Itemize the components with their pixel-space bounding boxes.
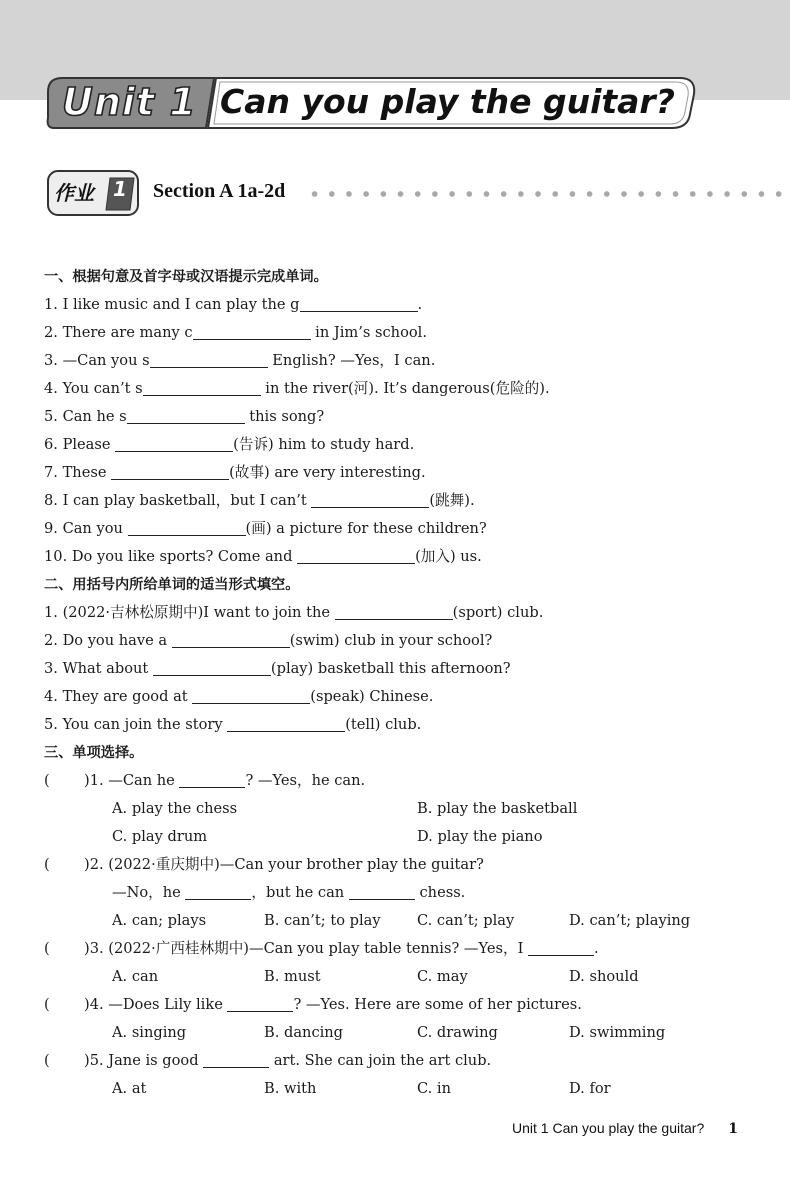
unit-badge: Unit 1 xyxy=(62,80,197,124)
mc-question-1: ( )1. —Can he ? —Yes，he can. xyxy=(44,767,744,795)
answer-blank[interactable] xyxy=(528,939,594,956)
answer-blank[interactable] xyxy=(153,659,271,676)
option-a[interactable]: A. singing xyxy=(112,1024,187,1041)
answer-blank[interactable] xyxy=(193,323,311,340)
answer-paren[interactable]: ( xyxy=(44,856,50,873)
part1-item-3: 3. —Can you s English? —Yes，I can. xyxy=(44,352,436,369)
option-c[interactable]: C. in xyxy=(417,1080,451,1097)
part2-heading: 二、用括号内所给单词的适当形式填空。 xyxy=(44,577,300,593)
part1-item-6: 6. Please (告诉) him to study hard. xyxy=(44,436,415,453)
answer-blank[interactable] xyxy=(115,435,233,452)
section-title: Section A 1a-2d xyxy=(153,180,286,202)
option-d[interactable]: D. should xyxy=(569,968,639,985)
option-d[interactable]: D. can’t; playing xyxy=(569,912,691,929)
option-b[interactable]: B. can’t; to play xyxy=(264,912,381,929)
option-a[interactable]: A. can; plays xyxy=(112,912,207,929)
option-c[interactable]: C. drawing xyxy=(417,1024,498,1041)
homework-label: 作业 xyxy=(54,181,94,205)
part2-item-3: 3. What about (play) basketball this afternoon? xyxy=(44,660,511,677)
mc-options-row xyxy=(44,1075,744,1103)
option-b[interactable]: B. dancing xyxy=(264,1024,344,1041)
unit-banner xyxy=(44,74,698,132)
part1-item-4: 4. You can’t s in the river(河). It’s dangerous(危险的). xyxy=(44,380,550,397)
dotted-divider xyxy=(306,190,790,198)
option-a[interactable]: A. can xyxy=(112,968,159,985)
homework-number: 1 xyxy=(113,177,127,201)
mc-question-2: ( )2. (2022·重庆期中)—Can your brother play the guitar? xyxy=(44,851,744,879)
part1-item-10: 10. Do you like sports? Come and (加入) us. xyxy=(44,548,482,565)
mc-options-row xyxy=(44,1019,744,1047)
option-c[interactable]: C. may xyxy=(417,968,468,985)
answer-paren[interactable]: ( xyxy=(44,996,50,1013)
option-c[interactable]: C. play drum xyxy=(112,828,208,845)
answer-blank[interactable] xyxy=(300,295,418,312)
mc-question-3: ( )3. (2022·广西桂林期中)—Can you play table tennis? —Yes，I . xyxy=(44,935,744,963)
unit-title: Can you play the guitar? xyxy=(220,82,675,121)
option-c[interactable]: C. can’t; play xyxy=(417,912,515,929)
part1-item-2: 2. There are many c in Jim’s school. xyxy=(44,324,427,341)
answer-blank[interactable] xyxy=(349,883,415,900)
mc-question-2-line2: —No，he ，but he can chess. xyxy=(112,884,466,901)
answer-blank[interactable] xyxy=(150,351,268,368)
mc-question-5: ( )5. Jane is good art. She can join the art club. xyxy=(44,1047,744,1075)
option-b[interactable]: B. play the basketball xyxy=(417,800,578,817)
part1-item-1: 1. I like music and I can play the g . xyxy=(44,296,423,313)
answer-blank[interactable] xyxy=(297,547,415,564)
part3-heading: 三、单项选择。 xyxy=(44,745,144,761)
answer-blank[interactable] xyxy=(143,379,261,396)
option-a[interactable]: A. at xyxy=(112,1080,147,1097)
mc-options-row xyxy=(44,963,744,991)
part2-item-2: 2. Do you have a (swim) club in your school? xyxy=(44,632,493,649)
worksheet-content xyxy=(44,263,744,1103)
part2-item-1: 1. (2022·吉林松原期中)I want to join the (sport) club. xyxy=(44,604,544,621)
page-number: 1 xyxy=(728,1121,738,1137)
answer-blank[interactable] xyxy=(203,1051,269,1068)
option-d[interactable]: D. play the piano xyxy=(417,828,543,845)
answer-blank[interactable] xyxy=(227,715,345,732)
page-footer xyxy=(512,1120,738,1137)
option-d[interactable]: D. swimming xyxy=(569,1024,666,1041)
answer-blank[interactable] xyxy=(192,687,310,704)
answer-paren[interactable]: ( xyxy=(44,772,50,789)
option-b[interactable]: B. must xyxy=(264,968,321,985)
mc-question-4: ( )4. —Does Lily like ? —Yes. Here are some of her pictures. xyxy=(44,991,744,1019)
answer-blank[interactable] xyxy=(172,631,290,648)
answer-blank[interactable] xyxy=(111,463,229,480)
homework-badge xyxy=(46,168,140,218)
part1-item-5: 5. Can he s this song? xyxy=(44,408,325,425)
option-a[interactable]: A. play the chess xyxy=(112,800,238,817)
part1-item-7: 7. These (故事) are very interesting. xyxy=(44,464,426,481)
option-d[interactable]: D. for xyxy=(569,1080,611,1097)
answer-blank[interactable] xyxy=(128,519,246,536)
footer-title: Unit 1 Can you play the guitar? xyxy=(512,1120,705,1136)
answer-blank[interactable] xyxy=(227,995,293,1012)
part2-item-5: 5. You can join the story (tell) club. xyxy=(44,716,422,733)
part1-item-9: 9. Can you (画) a picture for these children? xyxy=(44,520,487,537)
answer-blank[interactable] xyxy=(185,883,251,900)
option-b[interactable]: B. with xyxy=(264,1080,317,1097)
mc-options-row xyxy=(44,907,744,935)
answer-blank[interactable] xyxy=(127,407,245,424)
answer-blank[interactable] xyxy=(179,771,245,788)
answer-paren[interactable]: ( xyxy=(44,940,50,957)
answer-paren[interactable]: ( xyxy=(44,1052,50,1069)
answer-blank[interactable] xyxy=(311,491,429,508)
part2-item-4: 4. They are good at (speak) Chinese. xyxy=(44,688,434,705)
mc-options-row xyxy=(44,823,744,851)
part1-heading: 一、根据句意及首字母或汉语提示完成单词。 xyxy=(44,269,328,285)
mc-options-row xyxy=(44,795,744,823)
answer-blank[interactable] xyxy=(335,603,453,620)
part1-item-8: 8. I can play basketball，but I can’t (跳舞). xyxy=(44,492,475,509)
